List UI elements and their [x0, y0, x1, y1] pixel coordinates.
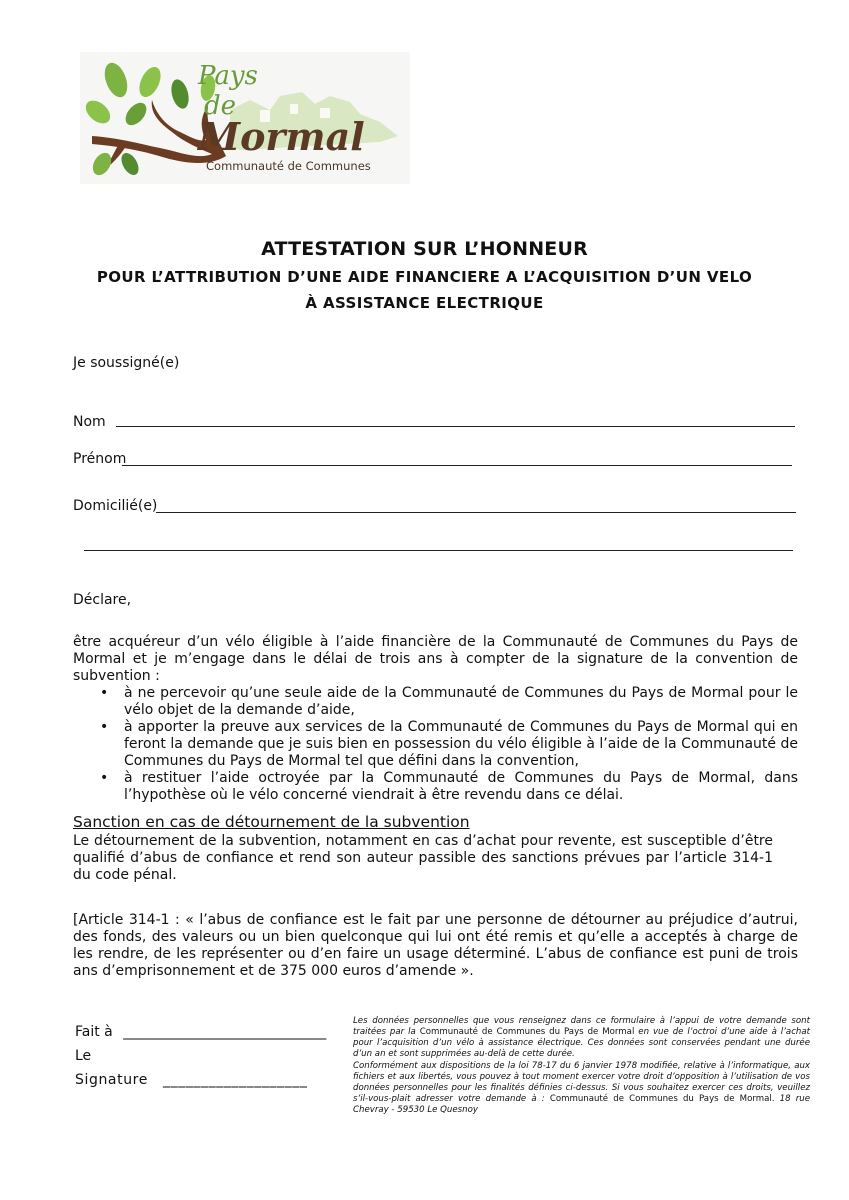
prenom-label: Prénom [73, 451, 127, 467]
privacy-paragraph-1: Les données personnelles que vous renseignez dans ce formulaire à l’appui de votre demande sont traitées par la Communauté de Communes du Pays de Mormal en vue de l’octroi d’une aide à l’achat pour l’acquisition d’un vélo à assistance électrique. Ces données sont conservées pendant une durée d’un an et sont supprimées au-delà de cette durée. [353, 1016, 810, 1059]
nom-label: Nom [73, 414, 106, 430]
signature-row [75, 1072, 307, 1089]
sanction-title: Sanction en cas de détournement de la subvention [73, 813, 470, 831]
domicile-field[interactable] [156, 512, 796, 513]
fait-label: Fait à [75, 1024, 113, 1040]
privacy-notice [353, 1016, 810, 1116]
bullet-icon: • [100, 770, 109, 786]
domicile-label: Domicilié(e) [73, 498, 158, 514]
logo-tagline: Communauté de Communes [206, 159, 371, 173]
page-subtitle-line1: POUR L’ATTRIBUTION D’UNE AIDE FINANCIERE A L’ACQUISITION D’UN VELO [96, 268, 753, 286]
engagement-list [73, 685, 798, 804]
signature-field[interactable]: ___________________ [163, 1072, 308, 1088]
intro-text: Je soussigné(e) [73, 355, 180, 371]
le-label: Le [75, 1048, 92, 1064]
logo-graphic [80, 52, 410, 184]
logo-de: de [204, 91, 237, 121]
sanction-text: Le détournement de la subvention, notamment en cas d’achat pour revente, est susceptible d’être qualifié d’abus de confiance et rend son auteur passible des sanctions prévues par l’article 314-1 du code pénal. [73, 833, 773, 883]
logo-pays: Pays [198, 61, 258, 91]
bullet-icon: • [100, 719, 109, 735]
fait-field[interactable]: _____________________________ [123, 1024, 327, 1040]
logo [80, 52, 410, 184]
page-subtitle-line2: À ASSISTANCE ELECTRIQUE [305, 294, 544, 312]
fait-a-row [75, 1024, 326, 1041]
article-quote: [Article 314-1 : « l’abus de confiance est le fait par une personne de détourner au préjudice d’autrui, des fonds, des valeurs ou un bien quelconque qui lui ont été remis et qu’elle a acceptés à charge de les rendre, de les représenter ou d’en faire un usage déterminé. L’abus de confiance est puni de trois ans d’emprisonnement et de 375 000 euros d’amende ». [73, 912, 798, 979]
list-item: • à apporter la preuve aux services de la Communauté de Communes du Pays de Mormal qui en feront la demande que je suis bien en possession du vélo éligible à l’aide de la Communauté de Communes du Pays de Mormal tel que défini dans la convention, [100, 719, 798, 769]
list-item: • à restituer l’aide octroyée par la Communauté de Communes du Pays de Mormal, dans l’hypothèse où le vélo concerné viendrait à être revendu dans ce délai. [100, 770, 798, 803]
logo-mormal: Mormal [198, 114, 365, 159]
prenom-field[interactable] [122, 465, 792, 466]
privacy-paragraph-2: Conformément aux dispositions de la loi 78-17 du 6 janvier 1978 modifiée, relative à l’informatique, aux fichiers et aux libertés, vous pouvez à tout moment exercer votre droit d’opposition à l’utilisation de vos données personnelles pour les finalités définies ci-dessus. Si vous souhaitez exercer ces droits, veuillez s’il-vous-plait adresser votre demande à : Communauté de Communes du Pays de Mormal. 18 rue Chevray - 59530 Le Quesnoy [353, 1061, 811, 1115]
bullet-icon: • [100, 685, 109, 701]
page-title: ATTESTATION SUR L’HONNEUR [261, 238, 588, 260]
signature-label: Signature [75, 1072, 148, 1088]
domicile-field-line2[interactable] [84, 550, 793, 551]
declare-text: Déclare, [73, 592, 132, 608]
engagement-paragraph: être acquéreur d’un vélo éligible à l’aide financière de la Communauté de Communes du Pays de Mormal et je m’engage dans le délai de trois ans à compter de la signature de la convention de subvention : [73, 634, 798, 684]
nom-field[interactable] [116, 426, 795, 427]
list-item: • à ne percevoir qu’une seule aide de la Communauté de Communes du Pays de Mormal pour le vélo objet de la demande d’aide, [100, 685, 798, 718]
